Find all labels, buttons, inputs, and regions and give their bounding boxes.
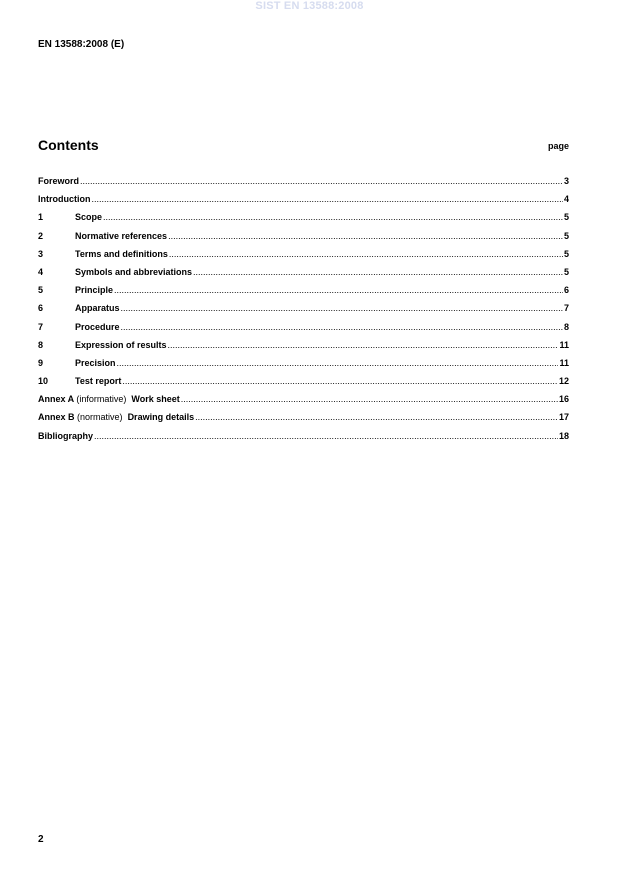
toc-entry-terms-and-definitions[interactable] xyxy=(38,249,569,267)
toc-entry-subtitle: Drawing details xyxy=(127,412,195,423)
toc-entry-title: Symbols and abbreviations xyxy=(75,266,193,277)
toc-entry-number: 10 xyxy=(38,376,49,387)
toc-entry-title: Normative references xyxy=(75,230,168,241)
toc-entry-number: 2 xyxy=(38,230,44,241)
toc-leader-dots xyxy=(121,322,563,332)
toc-entry-number: 9 xyxy=(38,357,44,368)
toc-entry-page: 18 xyxy=(558,430,569,441)
toc-leader-dots xyxy=(122,376,558,386)
toc-entry-title: Test report xyxy=(75,376,122,387)
toc-leader-dots xyxy=(92,194,563,204)
toc-entry-title: Foreword xyxy=(38,176,80,186)
toc-entry-number: 4 xyxy=(38,266,44,277)
toc-entry-title: Scope xyxy=(75,212,103,223)
toc-entry-bibliography[interactable] xyxy=(38,431,569,449)
toc-entry-title: Procedure xyxy=(75,321,120,332)
toc-entry-title: Introduction xyxy=(38,194,91,205)
toc-leader-dots xyxy=(169,249,563,259)
toc-leader-dots xyxy=(103,212,563,222)
toc-entry-scope[interactable] xyxy=(38,212,569,230)
toc-entry-page: 8 xyxy=(563,321,569,332)
toc-entry-title-group xyxy=(38,394,180,404)
toc-entry-number: 6 xyxy=(38,303,44,314)
toc-entry-title-group xyxy=(38,412,194,422)
toc-entry-annex-b[interactable] xyxy=(38,412,569,430)
toc-entry-page: 16 xyxy=(558,394,569,405)
toc-entry-page: 3 xyxy=(563,176,569,186)
toc-entry-precision[interactable] xyxy=(38,358,569,376)
toc-entry-page: 5 xyxy=(563,266,569,277)
toc-entry-annex-a[interactable] xyxy=(38,394,569,412)
toc-entry-symbols-and-abbreviations[interactable] xyxy=(38,267,569,285)
toc-entry-page: 6 xyxy=(563,285,569,296)
toc-entry-foreword[interactable] xyxy=(38,176,569,194)
toc-leader-dots xyxy=(193,267,563,277)
contents-heading: Contents xyxy=(38,137,99,153)
toc-entry-number: 3 xyxy=(38,248,44,259)
page-number: 2 xyxy=(38,834,44,845)
toc-entry-number: 5 xyxy=(38,285,44,296)
toc-entry-qualifier: (normative) xyxy=(77,412,123,423)
page-column-label: page xyxy=(547,141,569,151)
toc-entry-page: 11 xyxy=(559,339,569,350)
toc-entry-title: Apparatus xyxy=(75,303,120,314)
toc-leader-dots xyxy=(168,231,563,241)
document-id: EN 13588:2008 (E) xyxy=(38,39,125,50)
toc-leader-dots xyxy=(195,412,558,422)
toc-leader-dots xyxy=(181,394,558,404)
toc-entry-page: 17 xyxy=(558,412,569,423)
toc-entry-page: 5 xyxy=(563,230,569,241)
toc-entry-principle[interactable] xyxy=(38,285,569,303)
toc-entry-procedure[interactable] xyxy=(38,322,569,340)
toc-leader-dots xyxy=(114,285,563,295)
toc-entry-qualifier: (informative) xyxy=(76,394,127,405)
toc-entry-title: Terms and definitions xyxy=(75,248,168,259)
toc-entry-introduction[interactable] xyxy=(38,194,569,212)
toc-entry-title: Annex B xyxy=(38,412,75,423)
toc-entry-subtitle: Work sheet xyxy=(131,394,180,405)
toc-entry-title: Expression of results xyxy=(75,339,167,350)
toc-entry-title: Annex A xyxy=(38,394,74,405)
toc-entry-number: 7 xyxy=(38,321,44,332)
toc-entry-normative-references[interactable] xyxy=(38,231,569,249)
toc-leader-dots xyxy=(117,358,559,368)
toc-entry-page: 12 xyxy=(558,376,569,387)
toc-entry-page: 5 xyxy=(563,248,569,259)
toc-entry-page: 11 xyxy=(559,357,569,368)
toc-entry-page: 5 xyxy=(563,212,569,223)
toc-entry-test-report[interactable] xyxy=(38,376,569,394)
toc-entry-title: Precision xyxy=(75,357,116,368)
toc-entry-title: Bibliography xyxy=(38,430,94,441)
toc-entry-number: 1 xyxy=(38,212,44,223)
toc-leader-dots xyxy=(121,303,563,313)
toc-entry-page: 7 xyxy=(563,303,569,314)
toc-entry-expression-of-results[interactable] xyxy=(38,340,569,358)
table-of-contents xyxy=(38,176,569,449)
toc-entry-apparatus[interactable] xyxy=(38,303,569,321)
toc-entry-page: 4 xyxy=(563,194,569,205)
toc-leader-dots xyxy=(168,340,559,350)
watermark: SIST EN 13588:2008 xyxy=(255,0,364,12)
toc-entry-title: Principle xyxy=(75,285,114,296)
toc-leader-dots xyxy=(94,431,558,441)
toc-entry-number: 8 xyxy=(38,339,44,350)
toc-leader-dots xyxy=(80,176,563,186)
